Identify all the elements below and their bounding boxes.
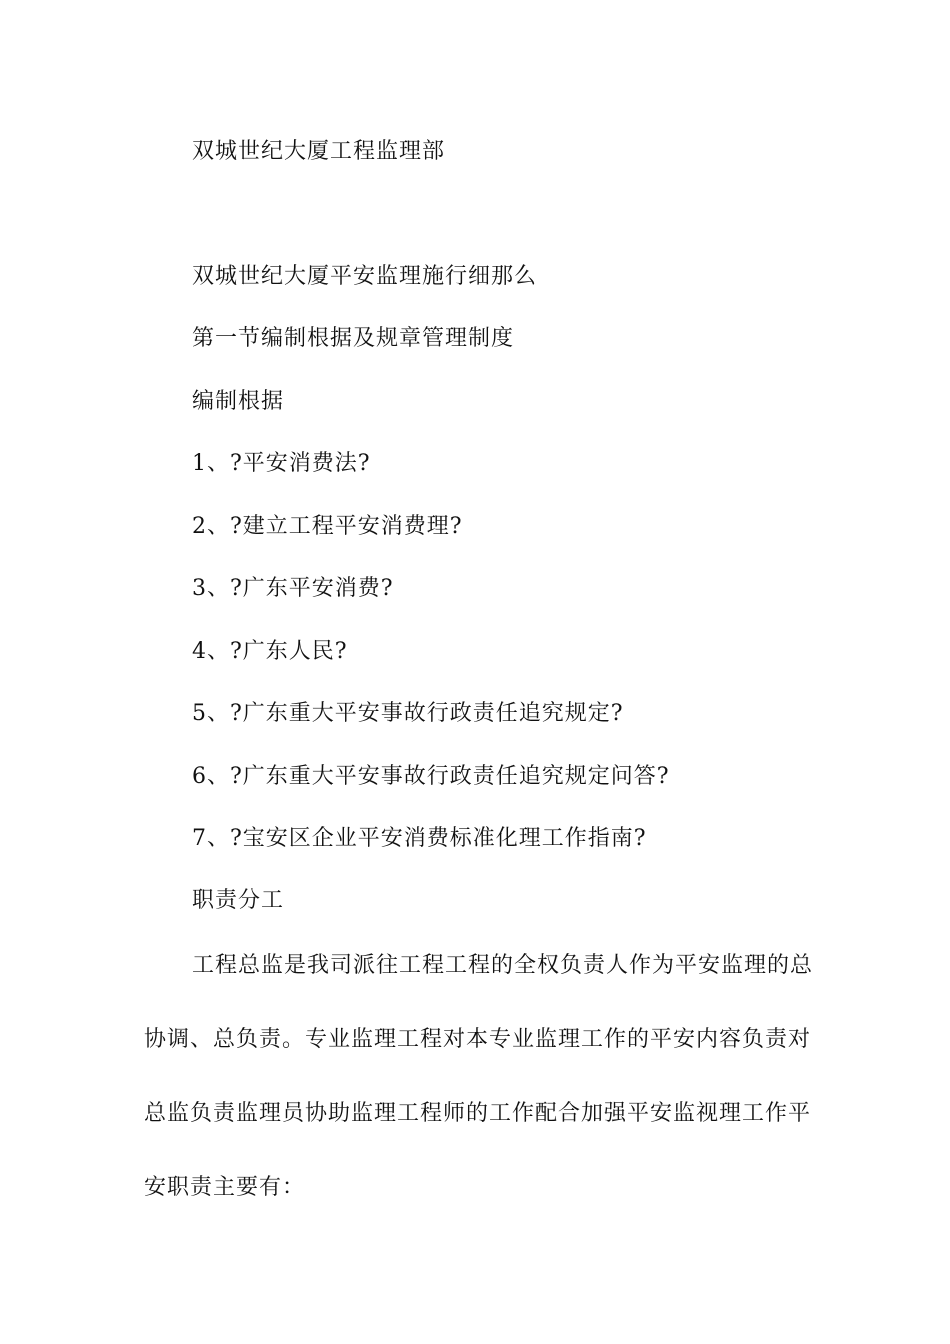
basis-item: 1、?平安消费法?	[192, 451, 371, 476]
basis-heading: 编制根据	[192, 389, 285, 414]
org-header: 双城世纪大厦工程监理部	[192, 139, 446, 164]
duties-paragraph-line: 工程总监是我司派往工程工程的全权负责人作为平安监理的总	[192, 953, 814, 978]
section-heading: 第一节编制根据及规章管理制度	[192, 326, 515, 351]
duties-paragraph-line: 安职责主要有：	[144, 1175, 306, 1200]
basis-item: 2、?建立工程平安消费理?	[192, 514, 463, 539]
basis-item: 3、?广东平安消费?	[192, 576, 394, 601]
duties-paragraph-line: 协调、总负责。专业监理工程对本专业监理工作的平安内容负责对	[144, 1027, 812, 1052]
duties-heading: 职责分工	[192, 888, 285, 913]
duties-paragraph-line: 总监负责监理员协助监理工程师的工作配合加强平安监视理工作平	[144, 1101, 812, 1126]
basis-item: 6、?广东重大平安事故行政责任追究规定问答?	[192, 764, 670, 789]
basis-item: 4、?广东人民?	[192, 639, 348, 664]
basis-item: 7、?宝安区企业平安消费标准化理工作指南?	[192, 826, 647, 851]
basis-item: 5、?广东重大平安事故行政责任追究规定?	[192, 701, 624, 726]
document-title: 双城世纪大厦平安监理施行细那么	[192, 264, 538, 289]
